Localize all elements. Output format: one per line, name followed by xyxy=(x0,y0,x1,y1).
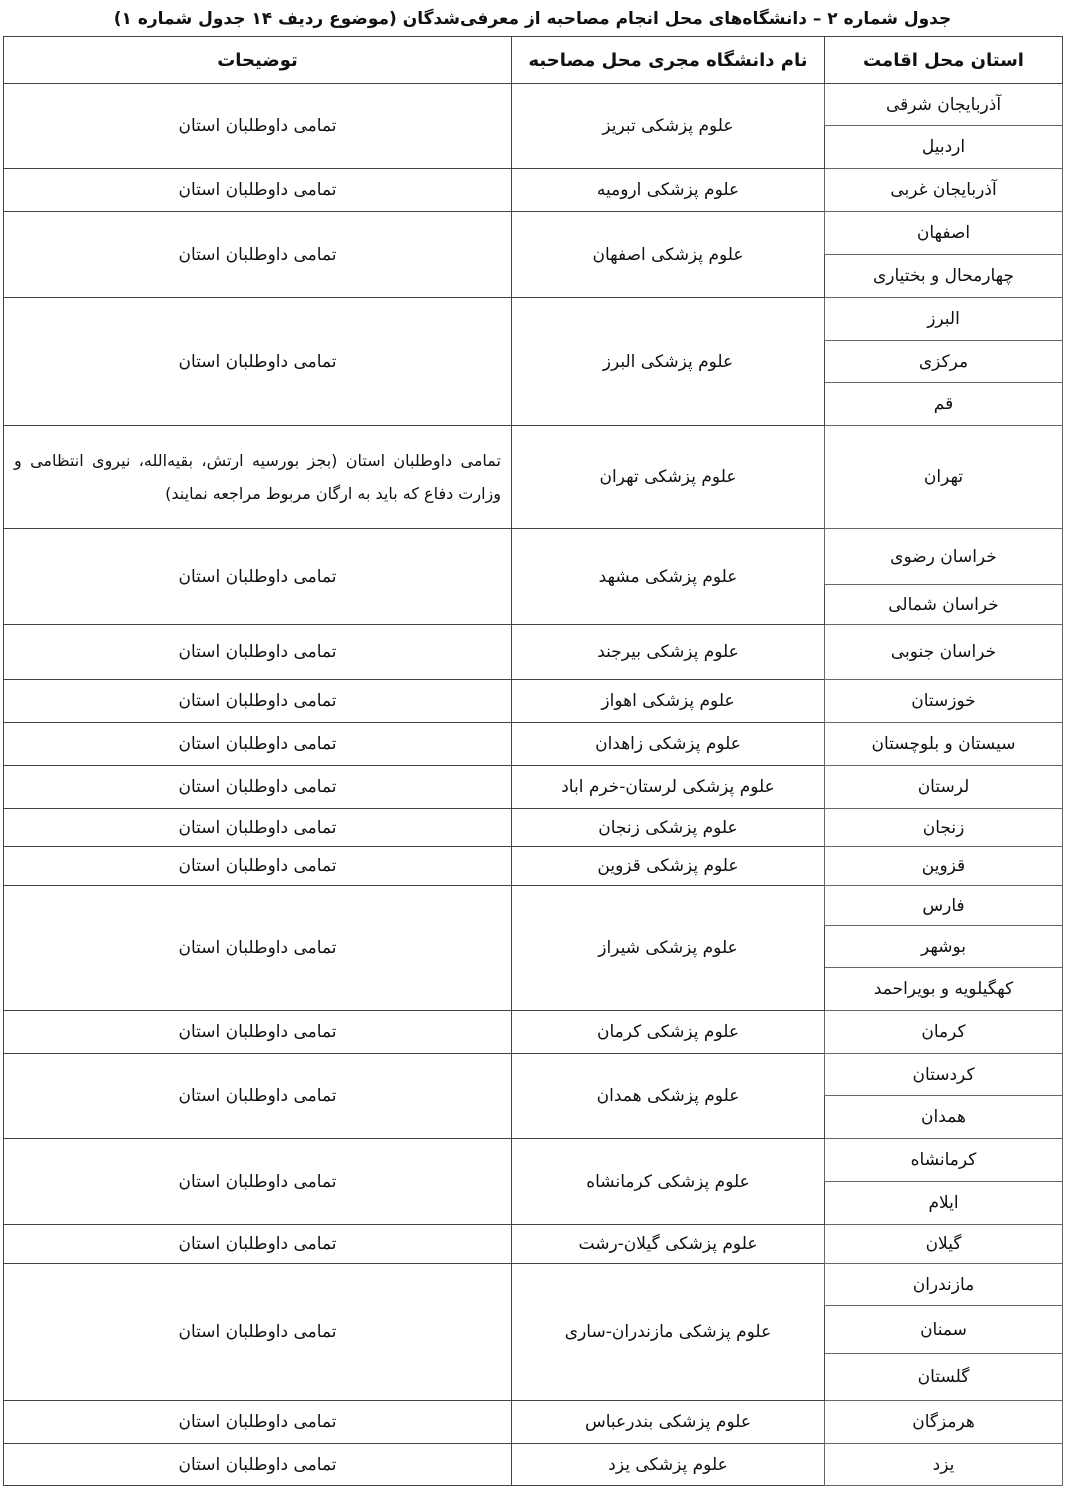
university-cell: علوم پزشکی البرز xyxy=(512,298,825,426)
table-row xyxy=(4,886,1063,926)
university-cell: علوم پزشکی شیراز xyxy=(512,886,825,1011)
province-cell: چهارمحال و بختیاری xyxy=(825,255,1063,298)
university-cell: علوم پزشکی گیلان-رشت xyxy=(512,1225,825,1264)
province-cell: تهران xyxy=(825,426,1063,529)
university-cell: علوم پزشکی کرمانشاه xyxy=(512,1139,825,1225)
notes-cell: تمامی داوطلبان استان xyxy=(4,1054,512,1139)
province-cell: ایلام xyxy=(825,1182,1063,1225)
province-cell: اردبیل xyxy=(825,126,1063,169)
notes-cell: تمامی داوطلبان استان xyxy=(4,766,512,809)
table-row xyxy=(4,766,1063,809)
notes-cell: تمامی داوطلبان استان (بجز بورسیه ارتش، بقیه‌الله، نیروی انتظامی و وزارت دفاع که باید به ارگان مربوط مراجعه نمایند) xyxy=(4,426,512,529)
header-notes: توضیحات xyxy=(4,37,512,84)
interview-universities-table xyxy=(3,36,1063,1486)
table-row xyxy=(4,680,1063,723)
table-row xyxy=(4,1444,1063,1486)
notes-cell: تمامی داوطلبان استان xyxy=(4,1264,512,1401)
province-cell: البرز xyxy=(825,298,1063,341)
notes-cell: تمامی داوطلبان استان xyxy=(4,723,512,766)
table-row xyxy=(4,1264,1063,1306)
province-cell: سمنان xyxy=(825,1306,1063,1354)
province-cell: آذربایجان شرقی xyxy=(825,84,1063,126)
university-cell: علوم پزشکی زنجان xyxy=(512,809,825,847)
university-cell: علوم پزشکی مشهد xyxy=(512,529,825,625)
table-row xyxy=(4,1225,1063,1264)
university-cell: علوم پزشکی زاهدان xyxy=(512,723,825,766)
province-cell: اصفهان xyxy=(825,212,1063,255)
table-header-row xyxy=(4,37,1063,84)
notes-cell: تمامی داوطلبان استان xyxy=(4,298,512,426)
university-cell: علوم پزشکی همدان xyxy=(512,1054,825,1139)
table-row xyxy=(4,723,1063,766)
province-cell: خراسان رضوی xyxy=(825,529,1063,585)
province-cell: لرستان xyxy=(825,766,1063,809)
province-cell: فارس xyxy=(825,886,1063,926)
province-cell: خراسان جنوبی xyxy=(825,625,1063,680)
university-cell: علوم پزشکی بندرعباس xyxy=(512,1401,825,1444)
province-cell: قم xyxy=(825,383,1063,426)
province-cell: کرمان xyxy=(825,1011,1063,1054)
table-row xyxy=(4,212,1063,255)
province-cell: همدان xyxy=(825,1096,1063,1139)
notes-cell: تمامی داوطلبان استان xyxy=(4,1011,512,1054)
table-row xyxy=(4,426,1063,529)
university-cell: علوم پزشکی یزد xyxy=(512,1444,825,1486)
province-cell: یزد xyxy=(825,1444,1063,1486)
university-cell: علوم پزشکی لرستان-خرم اباد xyxy=(512,766,825,809)
table-row xyxy=(4,809,1063,847)
notes-cell: تمامی داوطلبان استان xyxy=(4,169,512,212)
notes-cell: تمامی داوطلبان استان xyxy=(4,680,512,723)
university-cell: علوم پزشکی قزوین xyxy=(512,847,825,886)
notes-cell: تمامی داوطلبان استان xyxy=(4,625,512,680)
province-cell: گیلان xyxy=(825,1225,1063,1264)
table-row xyxy=(4,847,1063,886)
notes-cell: تمامی داوطلبان استان xyxy=(4,1139,512,1225)
notes-cell: تمامی داوطلبان استان xyxy=(4,886,512,1011)
header-province: استان محل اقامت xyxy=(825,37,1063,84)
province-cell: هرمزگان xyxy=(825,1401,1063,1444)
province-cell: کرمانشاه xyxy=(825,1139,1063,1182)
province-cell: زنجان xyxy=(825,809,1063,847)
notes-cell: تمامی داوطلبان استان xyxy=(4,212,512,298)
university-cell: علوم پزشکی مازندران-ساری xyxy=(512,1264,825,1401)
notes-cell: تمامی داوطلبان استان xyxy=(4,847,512,886)
province-cell: آذربایجان غربی xyxy=(825,169,1063,212)
university-cell: علوم پزشکی ارومیه xyxy=(512,169,825,212)
table-row xyxy=(4,1401,1063,1444)
table-row xyxy=(4,1011,1063,1054)
notes-cell: تمامی داوطلبان استان xyxy=(4,1225,512,1264)
province-cell: قزوین xyxy=(825,847,1063,886)
province-cell: مازندران xyxy=(825,1264,1063,1306)
table-row xyxy=(4,1054,1063,1096)
table-row xyxy=(4,529,1063,585)
university-cell: علوم پزشکی بیرجند xyxy=(512,625,825,680)
province-cell: خوزستان xyxy=(825,680,1063,723)
province-cell: کردستان xyxy=(825,1054,1063,1096)
university-cell: علوم پزشکی اصفهان xyxy=(512,212,825,298)
province-cell: خراسان شمالی xyxy=(825,585,1063,625)
province-cell: گلستان xyxy=(825,1354,1063,1401)
province-cell: کهگیلویه و بویراحمد xyxy=(825,968,1063,1011)
table-row xyxy=(4,1139,1063,1182)
header-university: نام دانشگاه مجری محل مصاحبه xyxy=(512,37,825,84)
university-cell: علوم پزشکی اهواز xyxy=(512,680,825,723)
table-title: جدول شماره ۲ – دانشگاه‌های محل انجام مصاحبه از معرفی‌شدگان (موضوع ردیف ۱۴ جدول شماره ۱) xyxy=(113,9,952,29)
table-row xyxy=(4,169,1063,212)
province-cell: سیستان و بلوچستان xyxy=(825,723,1063,766)
university-cell: علوم پزشکی تهران xyxy=(512,426,825,529)
province-cell: مرکزی xyxy=(825,341,1063,383)
notes-cell: تمامی داوطلبان استان xyxy=(4,84,512,169)
table-body xyxy=(4,84,1063,1486)
university-cell: علوم پزشکی کرمان xyxy=(512,1011,825,1054)
notes-cell: تمامی داوطلبان استان xyxy=(4,529,512,625)
university-cell: علوم پزشکی تبریز xyxy=(512,84,825,169)
notes-cell: تمامی داوطلبان استان xyxy=(4,809,512,847)
table-row xyxy=(4,298,1063,341)
province-cell: بوشهر xyxy=(825,926,1063,968)
table-row xyxy=(4,625,1063,680)
notes-cell: تمامی داوطلبان استان xyxy=(4,1401,512,1444)
table-row xyxy=(4,84,1063,126)
notes-cell: تمامی داوطلبان استان xyxy=(4,1444,512,1486)
